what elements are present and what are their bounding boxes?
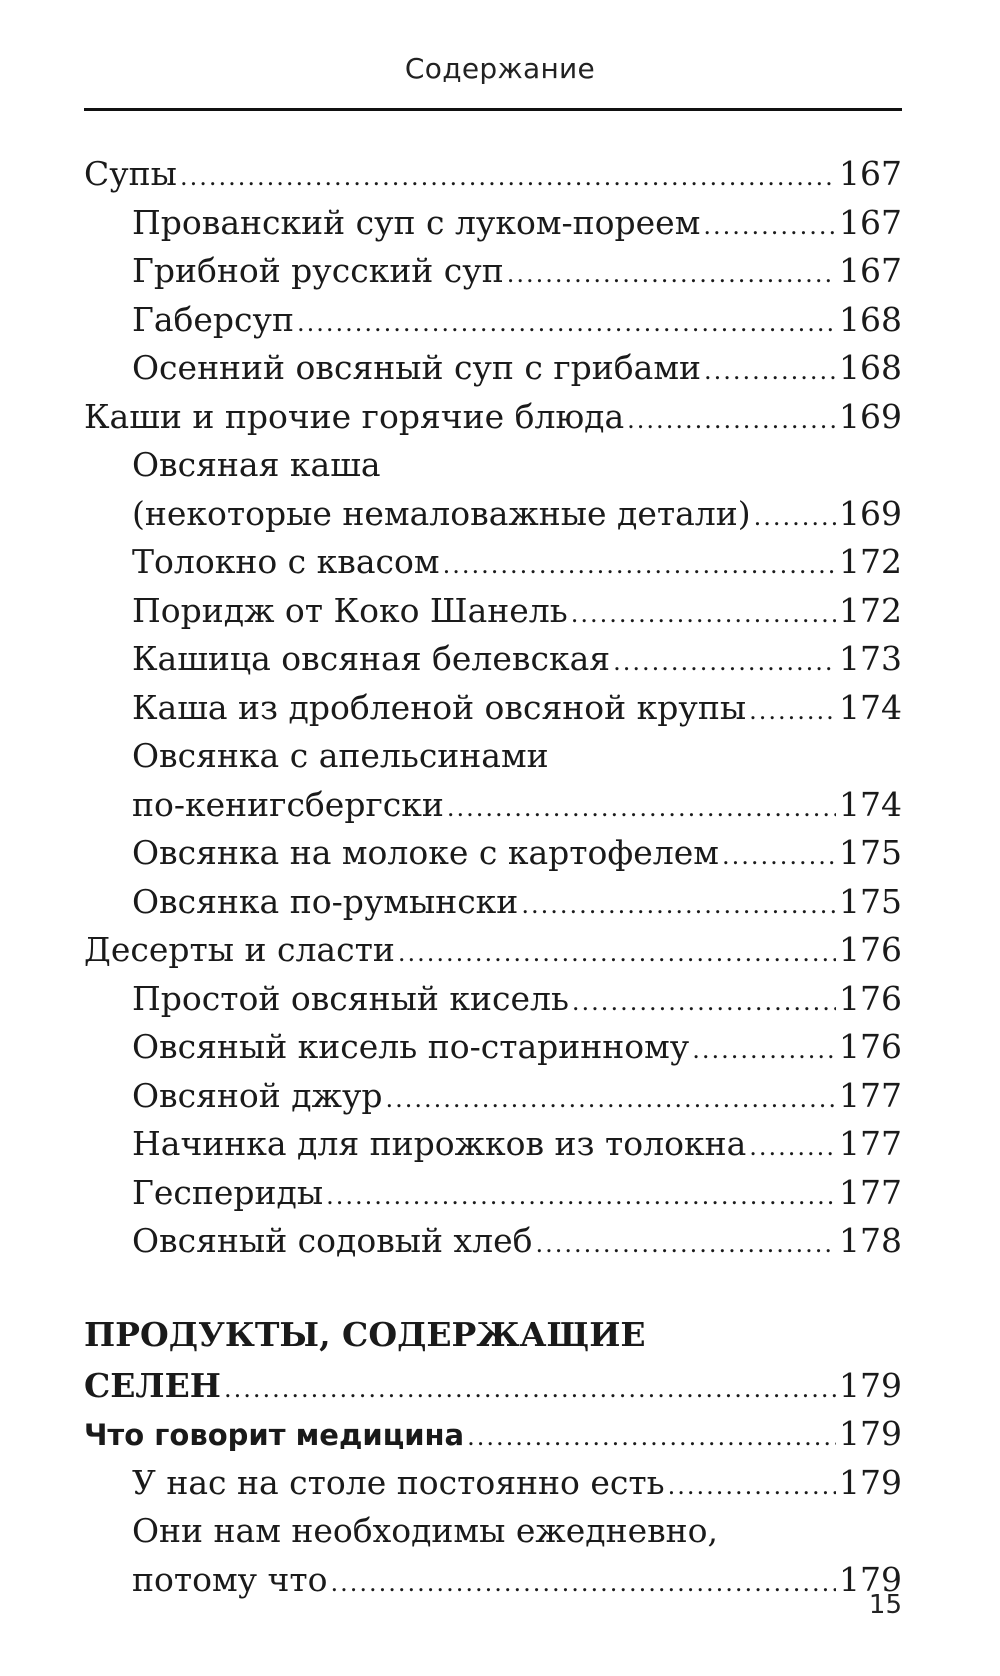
- chapter-gap: [84, 1266, 902, 1308]
- toc-entry-page-number: 178: [839, 1221, 902, 1260]
- toc-entry-title: Осенний овсяный суп с грибами: [132, 348, 701, 387]
- leader-dots: [749, 687, 836, 736]
- toc-entry-page-number: 177: [839, 1172, 902, 1212]
- toc-entry-title: У нас на столе постоянно есть: [132, 1462, 665, 1502]
- toc-entry[interactable]: [84, 878, 902, 927]
- toc-category-entry[interactable]: [84, 150, 902, 199]
- chapter-page-number: 179: [839, 1365, 902, 1405]
- toc-entry[interactable]: [84, 344, 902, 393]
- section-page-number: 179: [839, 1414, 902, 1453]
- toc-entry-title: потому что: [132, 1559, 328, 1599]
- toc-entry[interactable]: [84, 1169, 902, 1218]
- toc-entry-title: Овсяный содовый хлеб: [132, 1221, 533, 1260]
- toc-category-entry[interactable]: [84, 393, 902, 442]
- toc-entry-title: (некоторые немаловажные детали): [132, 493, 751, 533]
- chapter-title-line2: СЕЛЕН: [84, 1365, 221, 1405]
- leader-dots: [627, 396, 836, 445]
- toc-entry-title-line1: Овсянка с апельсинами: [132, 736, 549, 775]
- leader-dots: [571, 590, 836, 639]
- toc-category-entry[interactable]: [84, 926, 902, 975]
- toc-entry-title: Овсянка на молоке с картофелем: [132, 833, 719, 872]
- leader-dots: [521, 881, 836, 930]
- leader-dots: [297, 299, 836, 348]
- toc-entry-title: Простой овсяный кисель: [132, 978, 569, 1018]
- leader-dots: [704, 347, 836, 396]
- toc-entry[interactable]: [84, 247, 902, 296]
- toc-entry-title: Супы: [84, 154, 177, 193]
- leader-dots: [749, 1123, 836, 1172]
- toc-entry-page-number: 176: [839, 1027, 902, 1066]
- toc-entry[interactable]: [84, 1459, 902, 1508]
- chapter-entry[interactable]: [84, 1362, 902, 1411]
- toc-entry-title: Геспериды: [132, 1172, 324, 1212]
- table-of-contents: [84, 150, 902, 1604]
- toc-entry-title: Каша из дробленой овсяной крупы: [132, 687, 747, 727]
- toc-entry-page-number: 176: [839, 930, 902, 969]
- toc-entry-page-number: 179: [839, 1559, 902, 1599]
- toc-entry-title: по-кенигсбергски: [132, 784, 444, 824]
- toc-entry-page-number: 168: [839, 348, 902, 387]
- toc-entry-title: Десерты и сласти: [84, 930, 395, 969]
- toc-entry-page-number: 169: [839, 396, 902, 436]
- toc-entry[interactable]: [84, 538, 902, 587]
- chapter-title-line1: ПРОДУКТЫ, СОДЕРЖАЩИЕ: [84, 1314, 646, 1354]
- toc-main-list: [84, 150, 902, 1266]
- toc-entry[interactable]: [84, 684, 902, 733]
- toc-entry-page-number: 174: [839, 784, 902, 824]
- toc-entry-title: Прованский суп с луком-пореем: [132, 202, 701, 242]
- toc-entry-title-line1: Они нам необходимы ежедневно,: [132, 1511, 719, 1550]
- toc-entry-page-number: 167: [839, 202, 902, 242]
- toc-entry-page-number: 167: [839, 154, 902, 193]
- leader-dots: [386, 1075, 837, 1124]
- toc-entry-page-number: 174: [839, 687, 902, 727]
- toc-entry[interactable]: [84, 635, 902, 684]
- section-title: Что говорит медицина: [84, 1418, 465, 1452]
- toc-entry-title: Овсяной джур: [132, 1075, 383, 1115]
- toc-entry-page-number: 172: [839, 590, 902, 630]
- leader-dots: [326, 1172, 836, 1221]
- leader-dots: [398, 929, 836, 978]
- toc-entry[interactable]: [84, 1556, 902, 1605]
- page-number-folio: 15: [868, 1590, 902, 1620]
- toc-entry-page-number: 177: [839, 1075, 902, 1115]
- toc-entry-page-number: 168: [839, 299, 902, 339]
- leader-dots: [180, 153, 836, 202]
- toc-entry-page-number: 173: [839, 639, 902, 678]
- leader-dots: [692, 1026, 836, 1075]
- toc-entry-page-number: 167: [839, 251, 902, 290]
- toc-entry-page-number: 177: [839, 1124, 902, 1163]
- toc-entry[interactable]: [84, 829, 902, 878]
- leader-dots: [754, 493, 836, 542]
- toc-entry-page-number: 179: [839, 1462, 902, 1502]
- toc-entry-title-line1: Овсяная каша: [132, 445, 381, 484]
- leader-dots: [668, 1462, 836, 1511]
- toc-entry-page-number: 169: [839, 493, 902, 533]
- toc-entry-page-number: 175: [839, 881, 902, 921]
- toc-entry-title: Поридж от Коко Шанель: [132, 590, 568, 630]
- leader-dots: [572, 978, 836, 1027]
- toc-entry-title: Толокно с квасом: [132, 542, 440, 581]
- toc-entry-title: Овсяный кисель по-старинному: [132, 1027, 690, 1066]
- toc-entry-title: Начинка для пирожков из толокна: [132, 1124, 747, 1163]
- toc-entry-page-number: 172: [839, 542, 902, 581]
- toc-entry-page-number: 175: [839, 833, 902, 872]
- running-head: Содержание: [404, 52, 596, 85]
- leader-dots: [467, 1413, 836, 1462]
- toc-entry-title: Каши и прочие горячие блюда: [84, 396, 625, 436]
- leader-dots: [443, 541, 836, 590]
- toc-entry-title: Кашица овсяная белевская: [132, 639, 611, 678]
- toc-entry[interactable]: [84, 1023, 902, 1072]
- toc-entry-page-number: 176: [839, 978, 902, 1018]
- toc-section-list: [84, 1459, 902, 1605]
- toc-entry[interactable]: [84, 490, 902, 539]
- leader-dots: [447, 784, 836, 833]
- leader-dots: [613, 638, 836, 687]
- toc-entry[interactable]: [84, 199, 902, 248]
- toc-entry[interactable]: [84, 587, 902, 636]
- leader-dots: [536, 1220, 836, 1269]
- leader-dots: [722, 832, 836, 881]
- leader-dots: [224, 1365, 836, 1414]
- leader-dots: [331, 1559, 836, 1608]
- toc-entry[interactable]: [84, 975, 902, 1024]
- section-entry[interactable]: [84, 1410, 902, 1459]
- toc-entry[interactable]: [84, 1072, 902, 1121]
- toc-entry[interactable]: [84, 1120, 902, 1169]
- toc-entry-title: Габерсуп: [132, 299, 294, 339]
- toc-entry[interactable]: [84, 781, 902, 830]
- header-rule: [84, 108, 902, 111]
- toc-entry[interactable]: [84, 296, 902, 345]
- leader-dots: [507, 250, 836, 299]
- leader-dots: [703, 202, 836, 251]
- toc-entry-title: Грибной русский суп: [132, 251, 504, 290]
- toc-entry-title: Овсянка по-румынски: [132, 881, 519, 921]
- toc-entry[interactable]: [84, 1217, 902, 1266]
